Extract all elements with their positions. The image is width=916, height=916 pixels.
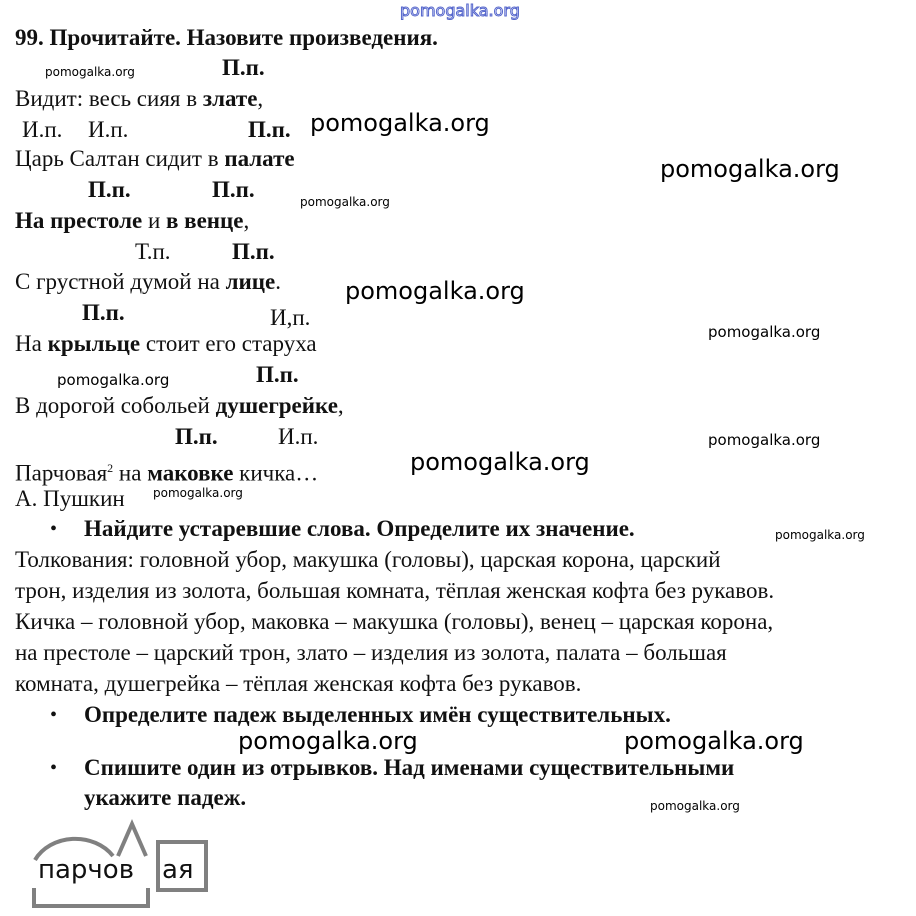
task: Найдите устаревшие слова. Определите их значение. bbox=[84, 516, 635, 541]
watermark: pomogalka.org bbox=[153, 486, 243, 500]
author: А. Пушкин bbox=[15, 486, 125, 511]
task: Определите падеж выделенных имён существительных. bbox=[84, 702, 671, 727]
watermark: pomogalka.org bbox=[400, 1, 520, 20]
bullet: • bbox=[50, 757, 58, 779]
exercise-title: 99. Прочитайте. Назовите произведения. bbox=[15, 25, 438, 50]
watermark: pomogalka.org bbox=[410, 448, 590, 476]
watermark: pomogalka.org bbox=[708, 323, 821, 341]
poem-line: Парчовая$^2$ на маковке кичка… bbox=[15, 460, 319, 486]
watermark: pomogalka.org bbox=[238, 727, 418, 755]
case-label: П.п. bbox=[232, 239, 275, 264]
watermark: pomogalka.org bbox=[300, 195, 390, 209]
watermark: pomogalka.org bbox=[310, 109, 490, 137]
case-label: П.п. bbox=[256, 362, 299, 387]
poem-line: В дорогой собольей душегрейке, bbox=[15, 393, 344, 418]
case-label: П.п. bbox=[222, 55, 265, 80]
task: Спишите один из отрывков. Над именами существительными bbox=[84, 755, 735, 780]
watermark: pomogalka.org bbox=[45, 65, 135, 79]
stem-bracket bbox=[34, 888, 148, 906]
watermark: pomogalka.org bbox=[57, 371, 170, 389]
answer-line: Толкования: головной убор, макушка (головы), царская корона, царский bbox=[15, 547, 721, 572]
task: укажите падеж. bbox=[84, 785, 247, 810]
case-label: Т.п. bbox=[135, 239, 171, 264]
watermark: pomogalka.org bbox=[660, 155, 840, 183]
answer-line: на престоле – царский трон, злато – изделия из золота, палата – большая bbox=[15, 640, 727, 665]
watermark: pomogalka.org bbox=[650, 799, 740, 813]
answer-line: Кичка – головной убор, маковка – макушка (головы), венец – царская корона, bbox=[15, 609, 774, 634]
watermark: pomogalka.org bbox=[775, 528, 865, 542]
poem-line: На крыльце стоит его старуха bbox=[15, 331, 317, 356]
bullet: • bbox=[50, 704, 58, 726]
case-label: П.п. bbox=[88, 177, 131, 202]
watermark: pomogalka.org bbox=[708, 431, 821, 449]
ending-text: ая bbox=[162, 855, 194, 885]
stem-text: парчов bbox=[38, 855, 135, 885]
answer-line: трон, изделия из золота, большая комната, тёплая женская кофта без рукавов. bbox=[15, 578, 775, 603]
case-label: И.п. bbox=[22, 117, 63, 142]
case-label: И,п. bbox=[270, 305, 311, 330]
case-label: П.п. bbox=[248, 117, 291, 142]
case-label: П.п. bbox=[82, 300, 125, 325]
poem-line: На престоле и в венце, bbox=[15, 208, 250, 233]
suffix-mark bbox=[118, 824, 146, 856]
case-label: П.п. bbox=[175, 424, 218, 449]
poem-line: Видит: весь сияя в злате, bbox=[15, 86, 264, 111]
bullet: • bbox=[50, 518, 58, 540]
poem-line: С грустной думой на лице. bbox=[15, 269, 282, 294]
poem-line: Царь Салтан сидит в палате bbox=[15, 146, 295, 171]
case-label: И.п. bbox=[278, 424, 319, 449]
watermark: pomogalka.org bbox=[624, 727, 804, 755]
watermark: pomogalka.org bbox=[345, 277, 525, 305]
answer-line: комната, душегрейка – тёплая женская кофта без рукавов. bbox=[15, 671, 582, 696]
morpheme-diagram bbox=[30, 818, 220, 913]
case-label: И.п. bbox=[88, 117, 129, 142]
case-label: П.п. bbox=[212, 177, 255, 202]
